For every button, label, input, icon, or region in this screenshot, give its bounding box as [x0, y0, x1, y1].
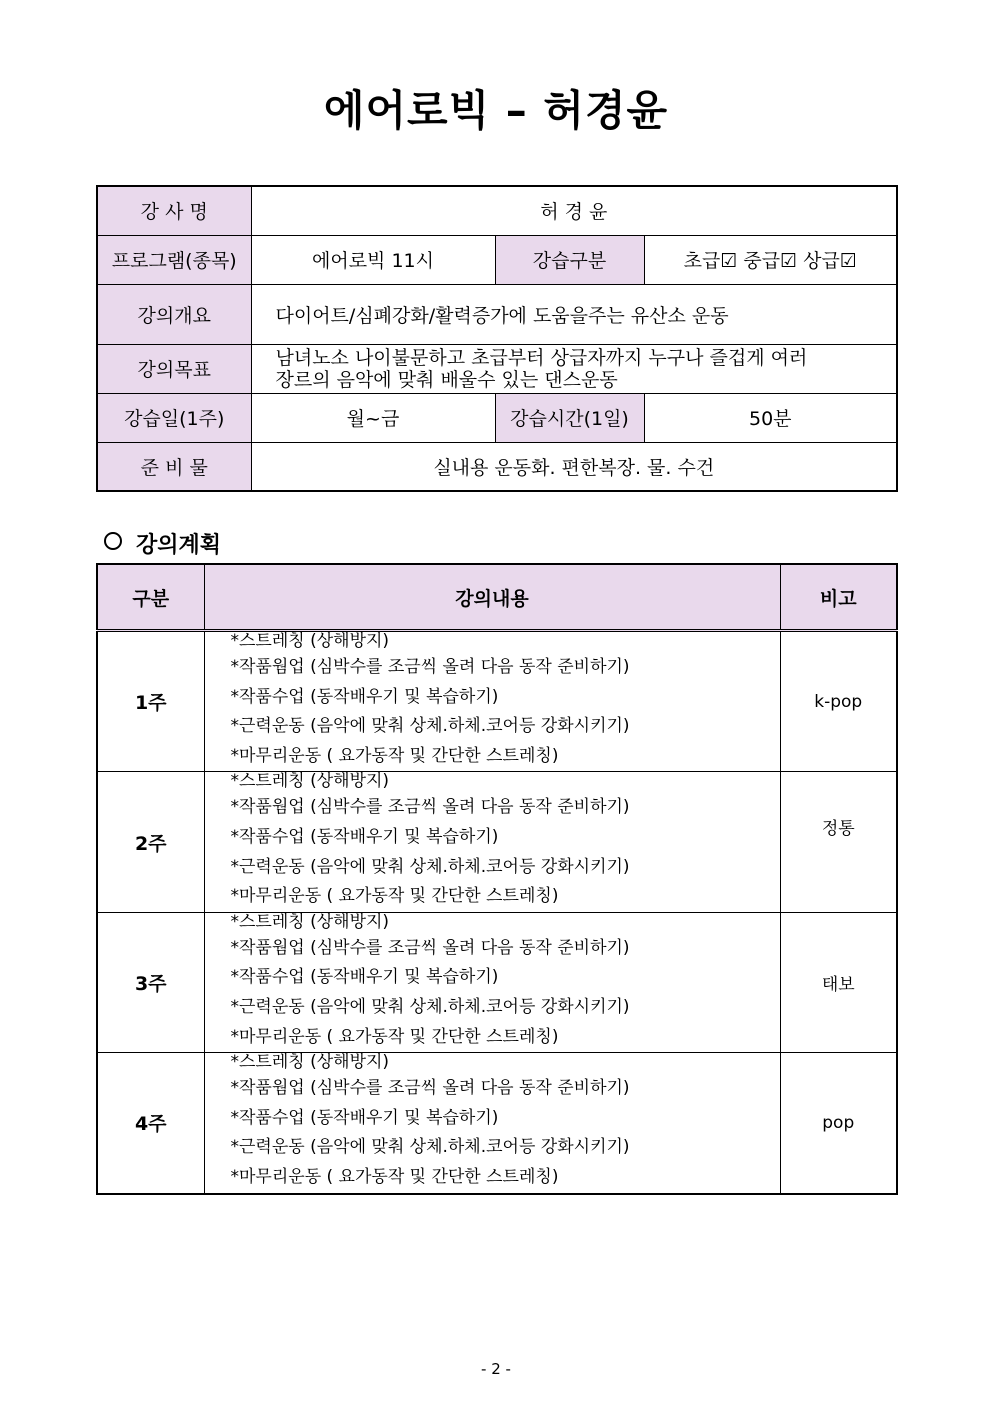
list-item: *근력운동 (음악에 맞춰 상체.하체.코어등 강화시키기): [230, 996, 630, 1017]
goal-label: 강의목표: [97, 344, 251, 393]
level-value: 초급☑ 중급☑ 상급☑: [644, 235, 897, 284]
week-label: 3주: [97, 912, 204, 1052]
table-row: [97, 772, 897, 912]
list-item: *작품수업 (동작배우기 및 복습하기): [230, 826, 499, 847]
supplies-label: 준 비 물: [97, 442, 251, 491]
overview-value: 다이어트/심폐강화/활력증가에 도움을주는 유산소 운동: [251, 284, 897, 344]
list-item: *스트레칭 (상해방지): [230, 771, 390, 792]
goal-value-line2: 장르의 음악에 맞춰 배울수 있는 댄스운동: [275, 368, 618, 391]
supplies-value: 실내용 운동화. 편한복장. 물. 수건: [251, 442, 897, 491]
list-item: *작품웜업 (심박수를 조금씩 올려 다음 동작 준비하기): [230, 937, 630, 958]
list-item: *마무리운동 ( 요가동작 및 간단한 스트레칭): [230, 1166, 559, 1187]
circle-bullet-icon: [104, 532, 122, 550]
list-item: *근력운동 (음악에 맞춰 상체.하체.코어등 강화시키기): [230, 856, 630, 877]
list-item: *마무리운동 ( 요가동작 및 간단한 스트레칭): [230, 1026, 559, 1047]
info-table: [96, 185, 898, 492]
instructor-value: 허 경 윤: [251, 186, 897, 235]
info-row-program: [97, 235, 897, 284]
instructor-label: 강 사 명: [97, 186, 251, 235]
list-item: *마무리운동 ( 요가동작 및 간단한 스트레칭): [230, 886, 559, 907]
header-week: 구분: [97, 564, 204, 631]
days-label: 강습일(1주): [97, 393, 251, 442]
page-number: - 2 -: [481, 1360, 511, 1378]
list-item: *근력운동 (음악에 맞춰 상체.하체.코어등 강화시키기): [230, 716, 630, 737]
week-items: [204, 631, 780, 772]
week-label: 4주: [97, 1053, 204, 1194]
level-label: 강습구분: [495, 235, 644, 284]
table-row: [97, 1053, 897, 1194]
document-title: 에어로빅 – 허경윤: [323, 86, 669, 135]
week-note: k-pop: [780, 631, 897, 772]
info-row-supplies: [97, 442, 897, 491]
header-content: 강의내용: [204, 564, 780, 631]
list-item: *작품웜업 (심박수를 조금씩 올려 다음 동작 준비하기): [230, 657, 630, 677]
week-label: 1주: [97, 631, 204, 772]
list-item: *작품웜업 (심박수를 조금씩 올려 다음 동작 준비하기): [230, 1078, 630, 1099]
list-item: *스트레칭 (상해방지): [230, 1052, 390, 1073]
week-items: [204, 912, 780, 1052]
program-label: 프로그램(종목): [97, 235, 251, 284]
week-note: 태보: [780, 912, 897, 1052]
list-item: *스트레칭 (상해방지): [230, 631, 390, 651]
info-row-instructor: [97, 186, 897, 235]
list-item: *작품수업 (동작배우기 및 복습하기): [230, 967, 499, 988]
list-item: *작품수업 (동작배우기 및 복습하기): [230, 1107, 499, 1128]
list-item: *마무리운동 ( 요가동작 및 간단한 스트레칭): [230, 745, 559, 766]
table-row: [97, 912, 897, 1052]
info-row-overview: [97, 284, 897, 344]
info-row-goal: [97, 344, 897, 393]
header-note: 비고: [780, 564, 897, 631]
time-value: 50분: [644, 393, 897, 442]
week-note: pop: [780, 1053, 897, 1194]
program-value: 에어로빅 11시: [251, 235, 495, 284]
section-title: 강의계획: [136, 533, 222, 558]
week-label: 2주: [97, 772, 204, 912]
list-item: *근력운동 (음악에 맞춰 상체.하체.코어등 강화시키기): [230, 1137, 630, 1158]
week-note: 정통: [780, 772, 897, 912]
overview-label: 강의개요: [97, 284, 251, 344]
table-row: [97, 631, 897, 772]
section-heading: [104, 528, 221, 559]
list-item: *작품수업 (동작배우기 및 복습하기): [230, 686, 499, 707]
list-item: *작품웜업 (심박수를 조금씩 올려 다음 동작 준비하기): [230, 797, 630, 818]
goal-value: [251, 344, 897, 393]
plan-header-row: [97, 564, 897, 631]
info-row-schedule: [97, 393, 897, 442]
days-value: 월~금: [251, 393, 495, 442]
goal-value-line1: 남녀노소 나이불문하고 초급부터 상급자까지 누구나 즐겁게 여러: [275, 346, 808, 369]
time-label: 강습시간(1일): [495, 393, 644, 442]
week-items: [204, 1053, 780, 1194]
week-items: [204, 772, 780, 912]
list-item: *스트레칭 (상해방지): [230, 911, 390, 932]
plan-table: [96, 563, 898, 1195]
